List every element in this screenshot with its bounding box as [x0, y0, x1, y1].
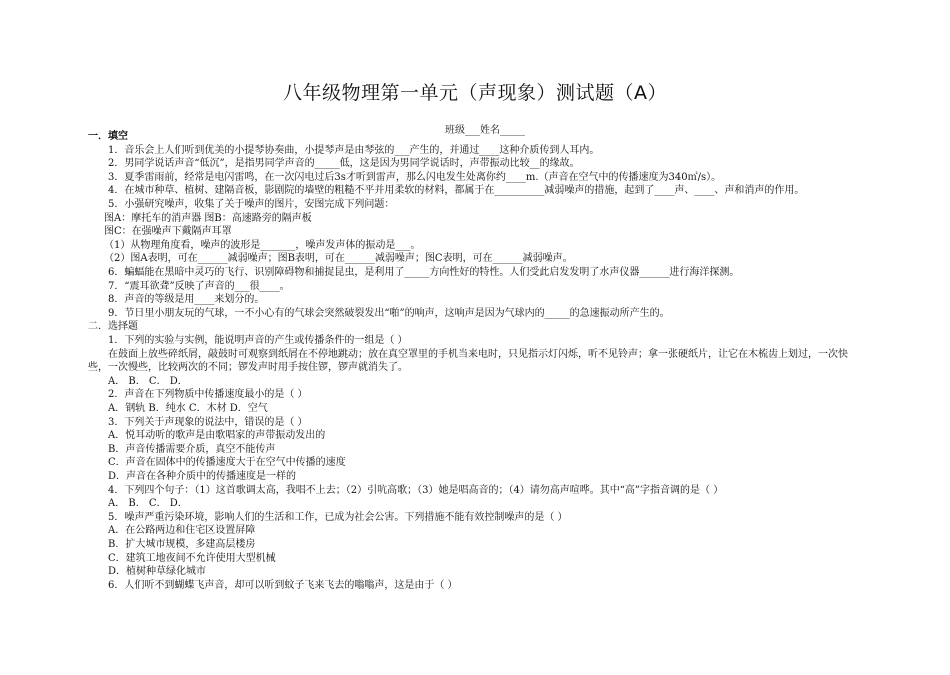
question-line: 9．节日里小朋友玩的气球，一不小心有的气球会突然破裂发出“啪”的响声，这响声是因为气球内的_____的急速振动所产生的。	[108, 307, 670, 319]
question-line: 2．声音在下列物质中传播速度最小的是（ ）	[108, 389, 308, 401]
question-line: 1．下列的实验与实例，能说明声音的产生或传播条件的一组是（ ）	[108, 335, 408, 346]
question-line: 图C：在强噪声下戴隔声耳罩	[104, 226, 232, 238]
question-line: 4．在城市种草、植树、建隔音板，影剧院的墙壁的粗糙不平并用柔软的材料，都属于在__________减弱噪声的措施，起到了____声、____、声和消声的作用。	[108, 185, 805, 197]
question-line: 图A：摩托车的消声器 图B：高速路旁的隔声板	[104, 212, 312, 224]
page-title: 八年级物理第一单元（声现象）测试题（A）	[283, 82, 667, 104]
option-line: A．在公路两边和住宅区设置屏障	[108, 525, 256, 537]
question-line: 在鼓面上放些碎纸屑，敲鼓时可观察到纸屑在不停地跳动；放在真空罩里的手机当来电时，只见指示灯闪烁，听不见铃声；拿一张硬纸片，让它在木梳齿上划过，一次快	[108, 348, 848, 360]
question-line: 1．音乐会上人们听到优美的小提琴协奏曲，小提琴声是由琴弦的___产生的，并通过____这种介质传到人耳内。	[108, 144, 600, 156]
question-line: 6．人们听不到蝴蝶飞声音，却可以听到蚊子飞来飞去的嗡嗡声，这是由于（ ）	[108, 579, 458, 591]
option-line: A． B． C． D．	[108, 375, 188, 387]
question-line: 4．下列四个句子：（1）这首歌调太高，我唱不上去；（2）引吭高歌；（3）她是唱高音的；（4）请勿高声喧哗。其中“高”字指音调的是（ ）	[108, 484, 724, 496]
option-line: A．钢轨 B．纯水 C．木材 D．空气	[108, 403, 268, 414]
question-line: （1）从物理角度看，噪声的波形是_______，噪声发声体的振动是___。	[104, 239, 421, 251]
question-line: 2．男同学说话声音“低沉”，是指男同学声音的_____低，这是因为男同学说话时，声带振动比较__的缘故。	[108, 158, 580, 170]
option-line: A．悦耳动听的歌声是由歌唱家的声带振动发出的	[108, 430, 326, 442]
question-line: （2）图A表明，可在______减弱噪声；图B表明，可在______减弱噪声；图C表明，可在______减弱噪声。	[104, 253, 573, 265]
question-line: 6．蝙蝠能在黑暗中灵巧的飞行、识别障碍物和捕捉昆虫，是利用了_____方向性好的特性。人们受此启发发明了水声仪器______进行海洋探测。	[108, 267, 740, 278]
option-line: B．声音传播需要介质，真空不能传声	[108, 443, 276, 455]
option-line: D．声音在各种介质中的传播速度是一样的	[108, 471, 297, 482]
question-line: 7．“震耳欲聋”反映了声音的___很____。	[108, 280, 290, 292]
option-line: C．声音在固体中的传播速度大于在空气中传播的速度	[108, 457, 346, 469]
class-name-line: 班级___姓名_____	[445, 125, 525, 136]
section-fill-blank-heading: 一．填空	[88, 131, 128, 142]
question-line: 些，一次慢些，比较两次的不同；锣发声时用手按住锣，锣声就消失了。	[88, 362, 408, 374]
option-line: D．植树种草绿化城市	[108, 566, 207, 578]
question-line: 3．夏季雷雨前，经常是电闪雷鸣，在一次闪电过后3s才听到雷声，那么闪电发生处离你约____m.（声音在空气中的传播速度为340㎡/s）。	[108, 171, 722, 183]
question-line: 5．小强研究噪声，收集了关于噪声的图片，安图完成下列问题：	[108, 199, 395, 210]
question-line: 5．噪声严重污染环境，影响人们的生活和工作，已成为社会公害。下列措施不能有效控制噪声的是（ ）	[108, 511, 568, 523]
option-line: A． B． C． D．	[108, 498, 188, 510]
option-line: B．扩大城市规模，多建高层楼房	[108, 539, 256, 550]
question-line: 3．下列关于声现象的说法中，错误的是（ ）	[108, 416, 308, 428]
option-line: C．建筑工地夜间不允许使用大型机械	[108, 552, 276, 564]
question-line: 8．声音的等级是用____来划分的。	[108, 294, 265, 306]
section-choice-heading: 二．选择题	[88, 321, 138, 333]
